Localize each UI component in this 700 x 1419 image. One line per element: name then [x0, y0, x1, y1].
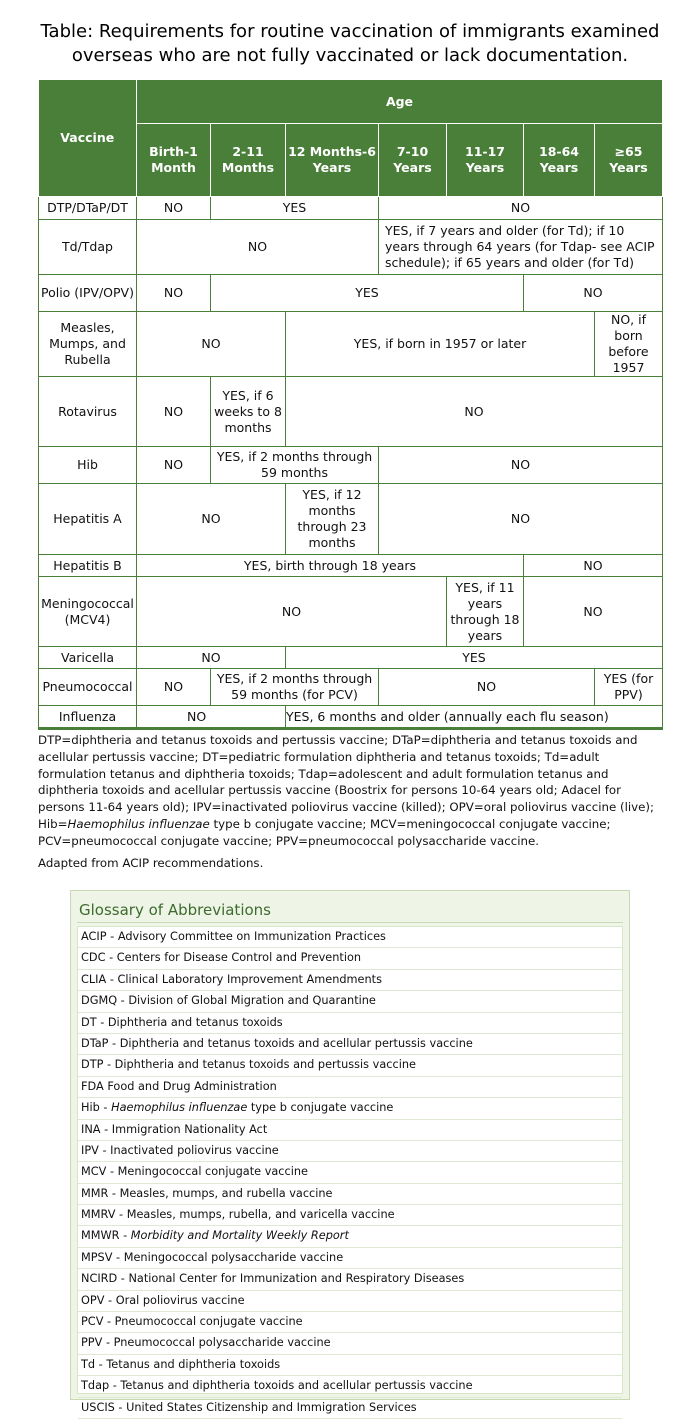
vaccine-name: Hepatitis A: [39, 484, 137, 555]
requirement-cell: NO: [137, 197, 211, 220]
requirement-cell: YES, if 12 months through 23 months: [286, 484, 379, 555]
requirement-cell: YES, if 11 years through 18 years: [447, 577, 524, 647]
glossary-item: [78, 1269, 622, 1290]
glossary-item-text: Tdap - Tetanus and diphtheria toxoids and acellular pertussis vaccine: [81, 1379, 473, 1393]
requirement-cell: YES, if 2 months through 59 months (for PCV): [211, 669, 379, 706]
requirement-cell: NO: [379, 484, 663, 555]
age-column-header: ≥65 Years: [595, 124, 663, 197]
requirement-cell: NO: [137, 669, 211, 706]
table-footnote: [38, 732, 668, 850]
glossary-item: [78, 1248, 622, 1269]
glossary-item-italic: Haemophilus influenzae: [111, 1101, 248, 1115]
table-row: [39, 197, 663, 220]
glossary-list: [77, 926, 623, 1414]
requirement-cell: YES, if 7 years and older (for Td); if 10 years through 64 years (for Tdap- see ACIP schedule); if 65 years and older (for Td): [379, 220, 663, 275]
glossary-item: [78, 1291, 622, 1312]
glossary-item-text: FDA Food and Drug Administration: [81, 1079, 277, 1093]
age-column-header: 12 Months-6 Years: [286, 124, 379, 197]
vaccine-name: Hepatitis B: [39, 555, 137, 577]
vaccine-name: Measles, Mumps, and Rubella: [39, 312, 137, 377]
footnote-text: type b conjugate vaccine; MCV=meningococcal conjugate vaccine; PCV=pneumococcal conjugate vaccine; PPV=pneumococcal polysaccharide vaccine.: [38, 816, 611, 848]
title-line-1: Table: Requirements for routine vaccination of immigrants examined: [40, 21, 660, 42]
glossary-item-text: PCV - Pneumococcal conjugate vaccine: [81, 1315, 303, 1329]
glossary-divider: [77, 922, 623, 923]
glossary-item: [78, 1162, 622, 1183]
glossary-item-text: PPV - Pneumococcal polysaccharide vaccine: [81, 1336, 331, 1350]
glossary-item: [78, 991, 622, 1012]
glossary-item-text: DTP - Diphtheria and tetanus toxoids and pertussis vaccine: [81, 1058, 416, 1072]
glossary-item-text: Hib -: [81, 1101, 112, 1115]
vaccine-name: Polio (IPV/OPV): [39, 275, 137, 312]
glossary-item: [78, 1077, 622, 1098]
glossary-item-text: MMWR -: [81, 1229, 131, 1243]
age-group-header: Age: [137, 80, 663, 124]
vaccine-name: Hib: [39, 447, 137, 484]
glossary-item: [78, 1398, 622, 1419]
glossary-item: [78, 1226, 622, 1247]
requirement-cell: YES: [211, 197, 379, 220]
glossary-item-italic: Morbidity and Mortality Weekly Report: [130, 1229, 349, 1243]
glossary-item: [78, 1355, 622, 1376]
table-row: [39, 312, 663, 377]
vaccine-name: Pneumococcal: [39, 669, 137, 706]
glossary-item: [78, 1055, 622, 1076]
requirement-cell: NO: [137, 484, 286, 555]
title-line-2: overseas who are not fully vaccinated or lack documentation.: [71, 45, 629, 66]
glossary-item: [78, 1141, 622, 1162]
table-row: [39, 377, 663, 447]
glossary-item-text: CDC - Centers for Disease Control and Prevention: [81, 951, 362, 965]
age-column-header: Birth-1 Month: [137, 124, 211, 197]
requirement-cell: YES, if 6 weeks to 8 months: [211, 377, 286, 447]
table-row: [39, 706, 663, 729]
requirement-cell: NO: [137, 577, 447, 647]
requirement-cell: YES, if born in 1957 or later: [286, 312, 595, 377]
table-row: [39, 577, 663, 647]
vaccine-name: Td/Tdap: [39, 220, 137, 275]
requirement-cell: NO: [137, 447, 211, 484]
vaccine-column-header: Vaccine: [39, 80, 137, 197]
glossary-item-text: MCV - Meningococcal conjugate vaccine: [81, 1165, 308, 1179]
vaccine-name: Rotavirus: [39, 377, 137, 447]
requirement-cell: NO: [137, 275, 211, 312]
glossary-item-text: DT - Diphtheria and tetanus toxoids: [81, 1015, 283, 1029]
requirement-cell: NO: [137, 706, 286, 729]
vaccine-name: Varicella: [39, 647, 137, 669]
requirement-cell: YES, birth through 18 years: [137, 555, 524, 577]
glossary-item-text: IPV - Inactivated poliovirus vaccine: [81, 1143, 279, 1157]
glossary-item-text: ACIP - Advisory Committee on Immunization Practices: [81, 930, 386, 943]
requirement-cell: YES: [286, 647, 663, 669]
age-column-header: 11-17 Years: [447, 124, 524, 197]
requirement-cell: YES: [211, 275, 524, 312]
table-row: [39, 669, 663, 706]
table-row: [39, 555, 663, 577]
vaccine-name: Influenza: [39, 706, 137, 729]
age-column-header: 2-11 Months: [211, 124, 286, 197]
table-row: [39, 275, 663, 312]
glossary-item-text: MMRV - Measles, mumps, rubella, and varicella vaccine: [81, 1208, 395, 1222]
glossary-item: [78, 1098, 622, 1119]
glossary-item-text: NCIRD - National Center for Immunization and Respiratory Diseases: [81, 1272, 465, 1286]
glossary-item-text: MMR - Measles, mumps, and rubella vaccine: [81, 1186, 333, 1200]
glossary-item: [78, 1205, 622, 1226]
table-row: [39, 484, 663, 555]
vaccination-requirements-table: [38, 79, 663, 730]
glossary-title: Glossary of Abbreviations: [79, 901, 271, 919]
glossary-item: [78, 1120, 622, 1141]
footnote-text: DTP=diphtheria and tetanus toxoids and pertussis vaccine; DTaP=diphtheria and tetanus toxoids and acellular pertussis vaccine; DT=pediatric formulation diphtheria and tetanus toxoids; Td=adult formulation tetanus and diphtheria toxoids; Tdap=adolescent and adult formulation tetanus and diphtheria toxoids and acellular pertussis vaccine (Boostrix for persons 10-64 years old; Adacel for persons 11-64 years old); IPV=inactivated poliovirus vaccine (killed); OPV=oral poliovirus vaccine (live); Hib=: [38, 733, 654, 831]
glossary-item: [78, 1034, 622, 1055]
requirement-cell: NO: [137, 312, 286, 377]
footnote-italic-term: Haemophilus influenzae: [67, 816, 210, 831]
requirement-cell: YES (for PPV): [595, 669, 663, 706]
glossary-item: [78, 970, 622, 991]
glossary-item: [78, 1333, 622, 1354]
requirement-cell: NO: [379, 197, 663, 220]
requirement-cell: NO, if born before 1957: [595, 312, 663, 377]
vaccine-name: Meningococcal (MCV4): [39, 577, 137, 647]
glossary-item-text: MPSV - Meningococcal polysaccharide vaccine: [81, 1250, 344, 1264]
page-title: [0, 20, 700, 68]
source-note: Adapted from ACIP recommendations.: [38, 856, 264, 870]
requirement-cell: NO: [137, 377, 211, 447]
glossary-item-text: CLIA - Clinical Laboratory Improvement Amendments: [81, 972, 382, 986]
requirement-cell: YES, if 2 months through 59 months: [211, 447, 379, 484]
table-row: [39, 447, 663, 484]
glossary-panel: [70, 890, 630, 1414]
table-row: [39, 220, 663, 275]
requirement-cell: NO: [524, 555, 663, 577]
vaccine-name: DTP/DTaP/DT: [39, 197, 137, 220]
glossary-item: [78, 1013, 622, 1034]
requirement-cell: NO: [524, 275, 663, 312]
glossary-item-text: Td - Tetanus and diphtheria toxoids: [81, 1357, 281, 1371]
requirement-cell: NO: [137, 647, 286, 669]
glossary-item-text: OPV - Oral poliovirus vaccine: [81, 1293, 245, 1307]
requirement-cell: NO: [524, 577, 663, 647]
requirement-cell: NO: [379, 447, 663, 484]
requirement-cell: NO: [286, 377, 663, 447]
glossary-item: [78, 1184, 622, 1205]
glossary-item: [78, 1376, 622, 1397]
glossary-item: [78, 927, 622, 948]
glossary-item: [78, 948, 622, 969]
requirement-cell: YES, 6 months and older (annually each flu season): [286, 706, 663, 729]
glossary-item-text: DTaP - Diphtheria and tetanus toxoids and acellular pertussis vaccine: [81, 1036, 473, 1050]
age-column-header: 7-10 Years: [379, 124, 447, 197]
age-column-header: 18-64 Years: [524, 124, 595, 197]
requirement-cell: NO: [137, 220, 379, 275]
glossary-item-text: USCIS - United States Citizenship and Immigration Services: [81, 1400, 417, 1414]
glossary-item-text: type b conjugate vaccine: [247, 1101, 394, 1115]
glossary-item-text: INA - Immigration Nationality Act: [81, 1122, 268, 1136]
glossary-item-text: DGMQ - Division of Global Migration and Quarantine: [81, 994, 376, 1008]
requirement-cell: NO: [379, 669, 595, 706]
table-row: [39, 647, 663, 669]
glossary-item: [78, 1312, 622, 1333]
